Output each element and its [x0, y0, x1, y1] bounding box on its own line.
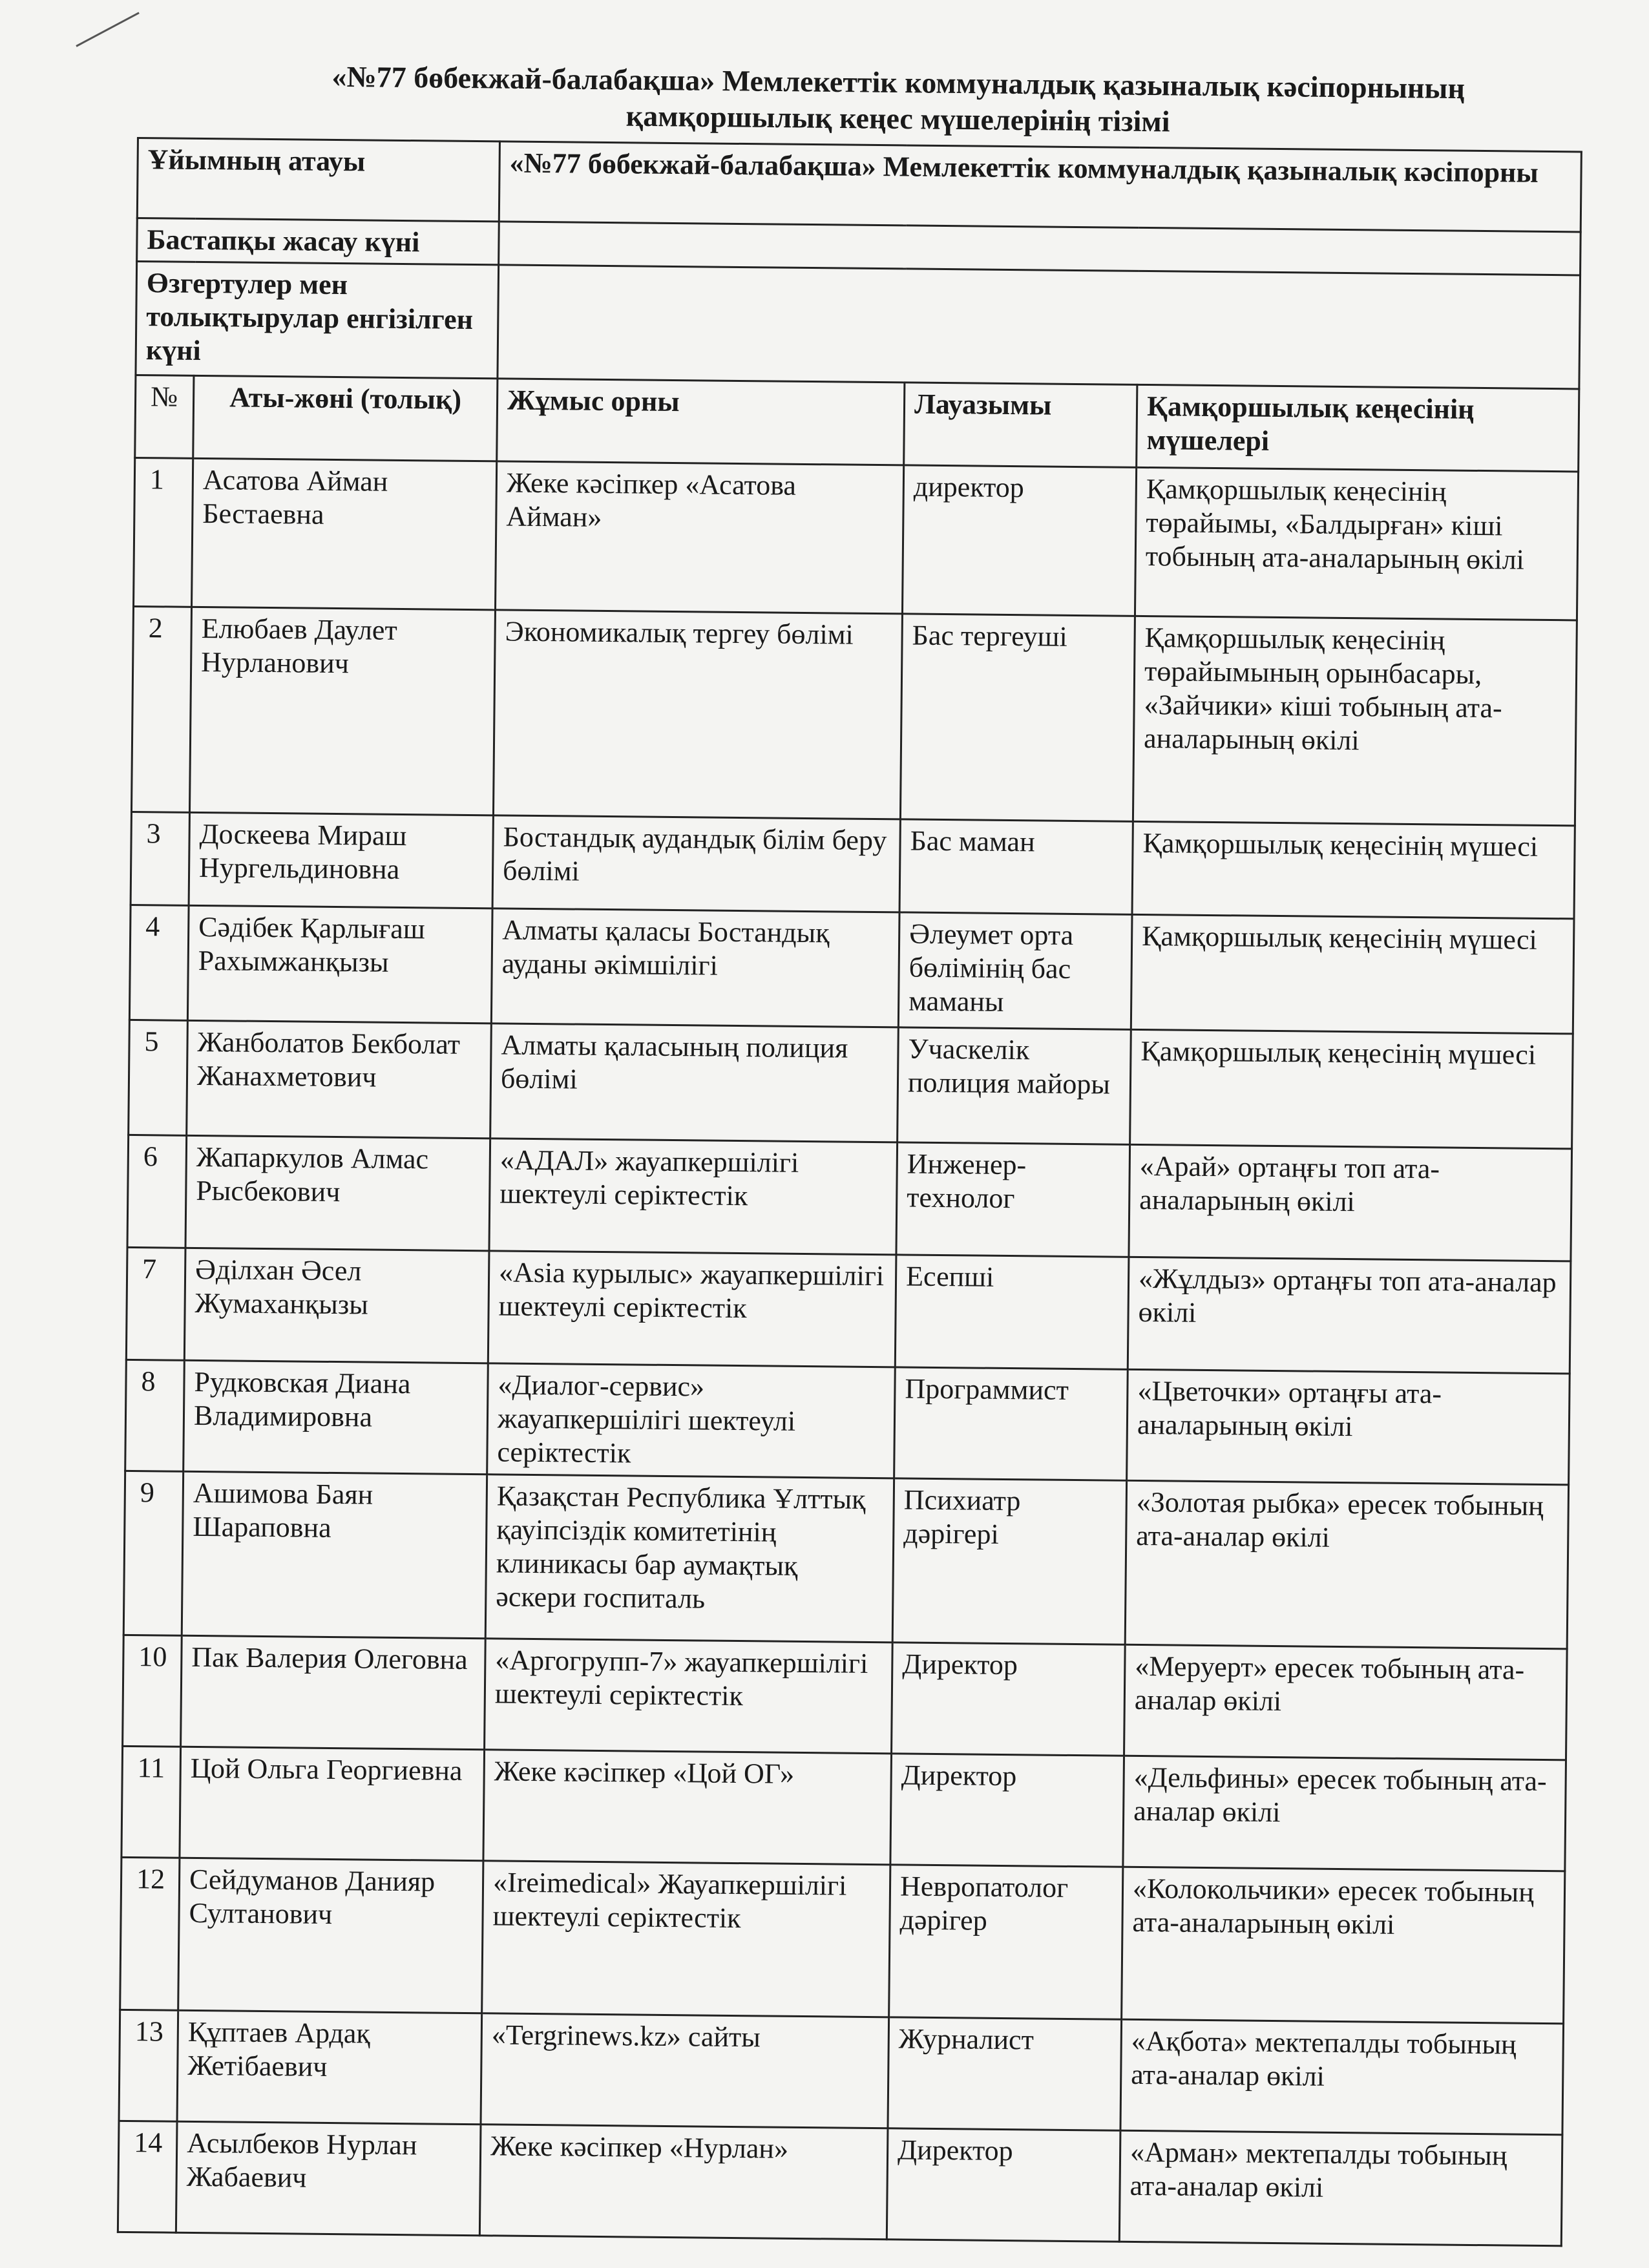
member-council-role: «Жұлдыз» ортаңғы топ ата-аналар өкілі — [1128, 1257, 1571, 1374]
member-position: Журналист — [888, 2017, 1122, 2130]
member-name: Рудковская Диана Владимировна — [184, 1360, 488, 1475]
col-header-position: Лауазымы — [904, 383, 1137, 467]
changes-date-row — [136, 262, 1581, 389]
table-row — [120, 1857, 1565, 2023]
col-header-num: № — [135, 375, 194, 458]
table-row — [127, 1135, 1572, 1261]
row-number: 12 — [120, 1857, 180, 2010]
org-name-row — [137, 138, 1581, 232]
member-workplace: «Диалог-сервис» жауапкершілігі шектеулі серіктестік — [487, 1363, 896, 1478]
member-workplace: Бостандық аудандық білім беру бөлімі — [492, 815, 900, 912]
row-number: 4 — [129, 905, 189, 1020]
member-position: Есепші — [895, 1255, 1129, 1369]
document-title — [193, 58, 1602, 145]
row-number: 5 — [129, 1020, 188, 1135]
member-council-role: «Ақбота» мектепалды тобының ата-аналар өкілі — [1120, 2019, 1564, 2135]
member-name: Әділхан Әсел Жумаханқызы — [184, 1248, 489, 1363]
member-council-role: «Арман» мектепалды тобының ата-аналар өкілі — [1119, 2130, 1562, 2246]
member-council-role: «Арай» ортаңғы топ ата-аналарының өкілі — [1129, 1144, 1572, 1261]
member-position: Директор — [892, 1643, 1126, 1756]
member-council-role: Қамқоршылық кеңесінің мүшесі — [1130, 1029, 1573, 1149]
org-name-value: «№77 бөбекжай-балабақша» Мемлекеттік коммуналдық қазыналық кәсіпорны — [499, 142, 1581, 232]
member-position: Бас маман — [899, 819, 1133, 914]
table-row — [134, 457, 1579, 620]
table-row — [123, 1635, 1568, 1759]
table-row — [131, 812, 1575, 918]
member-workplace: Экономикалық тергеу бөлімі — [493, 610, 902, 819]
table-row — [131, 606, 1577, 825]
member-council-role: «Цветочки» ортаңғы ата-аналарының өкілі — [1127, 1369, 1570, 1485]
table-row — [123, 1471, 1568, 1648]
member-workplace: «АДАЛ» жауапкершілігі шектеулі серіктестік — [489, 1139, 898, 1255]
member-name: Ашимова Баян Шараповна — [182, 1471, 487, 1639]
member-name: Асылбеков Нурлан Жабаевич — [176, 2121, 481, 2236]
col-header-role: Қамқоршылық кеңесінің мүшелері — [1137, 384, 1579, 472]
row-number: 3 — [131, 812, 189, 905]
col-header-name: Аты-жөні (толық) — [193, 375, 498, 461]
member-name: Жанболатов Бекболат Жанахметович — [187, 1020, 492, 1139]
created-date-label: Бастапқы жасау күні — [137, 218, 499, 265]
col-header-work: Жұмыс орны — [497, 379, 905, 465]
member-position: Әлеумет орта бөлімінің бас маманы — [898, 912, 1132, 1029]
member-name: Доскеева Мираш Нургельдиновна — [189, 812, 493, 908]
member-position: Директор — [887, 2128, 1120, 2242]
row-number: 1 — [134, 457, 193, 607]
row-number: 14 — [118, 2121, 177, 2232]
member-name: Цой Ольга Георгиевна — [180, 1747, 485, 1861]
title-line-1: «№77 бөбекжай-балабақша» Мемлекеттік коммуналдық қазыналық кәсіпорнының — [331, 59, 1465, 105]
member-position: Учаскелік полиция майоры — [898, 1027, 1131, 1144]
member-position: Бас тергеуші — [900, 614, 1135, 821]
member-name: Пак Валерия Олеговна — [181, 1635, 486, 1750]
row-number: 9 — [123, 1471, 183, 1635]
member-name: Жапаркулов Алмас Рысбекович — [185, 1135, 490, 1251]
row-number: 10 — [123, 1635, 182, 1747]
member-workplace: «Ireimedical» Жауапкершілігі шектеулі серіктестік — [482, 1861, 890, 2017]
member-position: Директор — [890, 1754, 1124, 1867]
table-row — [129, 1020, 1573, 1148]
member-name: Құптаев Ардақ Жетібаевич — [177, 2010, 482, 2125]
row-number: 6 — [127, 1135, 187, 1248]
member-council-role: Қамқоршылық кеңесінің мүшесі — [1132, 821, 1575, 919]
scan-pen-mark — [76, 12, 140, 47]
member-name: Сәдібек Қарлығаш Рахымжанқызы — [187, 905, 492, 1024]
row-number: 11 — [121, 1746, 181, 1858]
member-council-role: Қамқоршылық кеңесінің төрайымы, «Балдырған» кіші тобының ата-аналарының өкілі — [1135, 467, 1578, 620]
column-header-row — [135, 375, 1579, 471]
member-position: Невропатолог дәрігер — [889, 1865, 1123, 2019]
member-workplace: «Tergrinews.kz» сайты — [481, 2013, 889, 2128]
changes-date-label: Өзгертулер мен толықтырулар енгізілген күні — [136, 262, 499, 379]
member-workplace: Жеке кәсіпкер «Асатова Айман» — [496, 461, 904, 614]
member-workplace: Жеке кәсіпкер «Нурлан» — [479, 2125, 888, 2240]
member-name: Елюбаев Даулет Нурланович — [189, 607, 495, 815]
member-workplace: Алматы қаласы Бостандық ауданы әкімшілігі — [491, 908, 899, 1027]
member-council-role: «Золотая рыбка» ересек тобының ата-аналар өкілі — [1125, 1480, 1568, 1649]
table-row — [126, 1247, 1571, 1373]
member-council-role: Қамқоршылық кеңесінің төрайымының орынбасары, «Зайчики» кіші тобының ата-аналарының өкілі — [1133, 616, 1577, 826]
table-row — [125, 1360, 1570, 1484]
title-line-2: қамқоршылық кеңес мүшелерінің тізімі — [625, 99, 1170, 138]
member-position: Программист — [894, 1367, 1128, 1480]
member-council-role: «Дельфины» ересек тобының ата-аналар өкілі — [1123, 1756, 1566, 1871]
row-number: 13 — [119, 2010, 178, 2121]
table-row — [129, 905, 1574, 1033]
member-workplace: «Аргогрупп-7» жауапкершілігі шектеулі серіктестік — [485, 1639, 893, 1754]
member-name: Асатова Айман Бестаевна — [192, 458, 497, 610]
table-row — [118, 2121, 1562, 2245]
member-position: директор — [902, 465, 1136, 616]
table-row — [121, 1746, 1566, 1871]
changes-date-value — [498, 265, 1581, 389]
row-number: 2 — [131, 606, 191, 812]
member-name: Сейдуманов Данияр Султанович — [178, 1858, 483, 2013]
member-council-role: Қамқоршылық кеңесінің мүшесі — [1131, 914, 1574, 1034]
members-table — [117, 137, 1582, 2247]
member-position: Инженер-технолог — [896, 1142, 1130, 1257]
member-workplace: Алматы қаласының полиция бөлімі — [490, 1024, 899, 1142]
org-name-label: Ұйымның атауы — [137, 138, 499, 222]
members-table-sheet — [117, 137, 1581, 2247]
member-position: Психиатр дәрігері — [892, 1478, 1126, 1644]
member-council-role: «Меруерт» ересек тобының ата-аналар өкілі — [1124, 1644, 1568, 1760]
member-council-role: «Колокольчики» ересек тобының ата-аналарының өкілі — [1122, 1867, 1565, 2024]
member-workplace: Жеке кәсіпкер «Цой ОГ» — [483, 1750, 892, 1865]
row-number: 7 — [126, 1247, 185, 1360]
table-row — [119, 2010, 1564, 2134]
member-workplace: Қазақстан Республика Ұлттық қауіпсіздік комитетінің клиникасы бар аумақтық әскери госпиталь — [485, 1475, 894, 1643]
row-number: 8 — [125, 1360, 185, 1471]
member-workplace: «Asia курылыс» жауапкершілігі шектеулі серіктестік — [488, 1251, 896, 1367]
